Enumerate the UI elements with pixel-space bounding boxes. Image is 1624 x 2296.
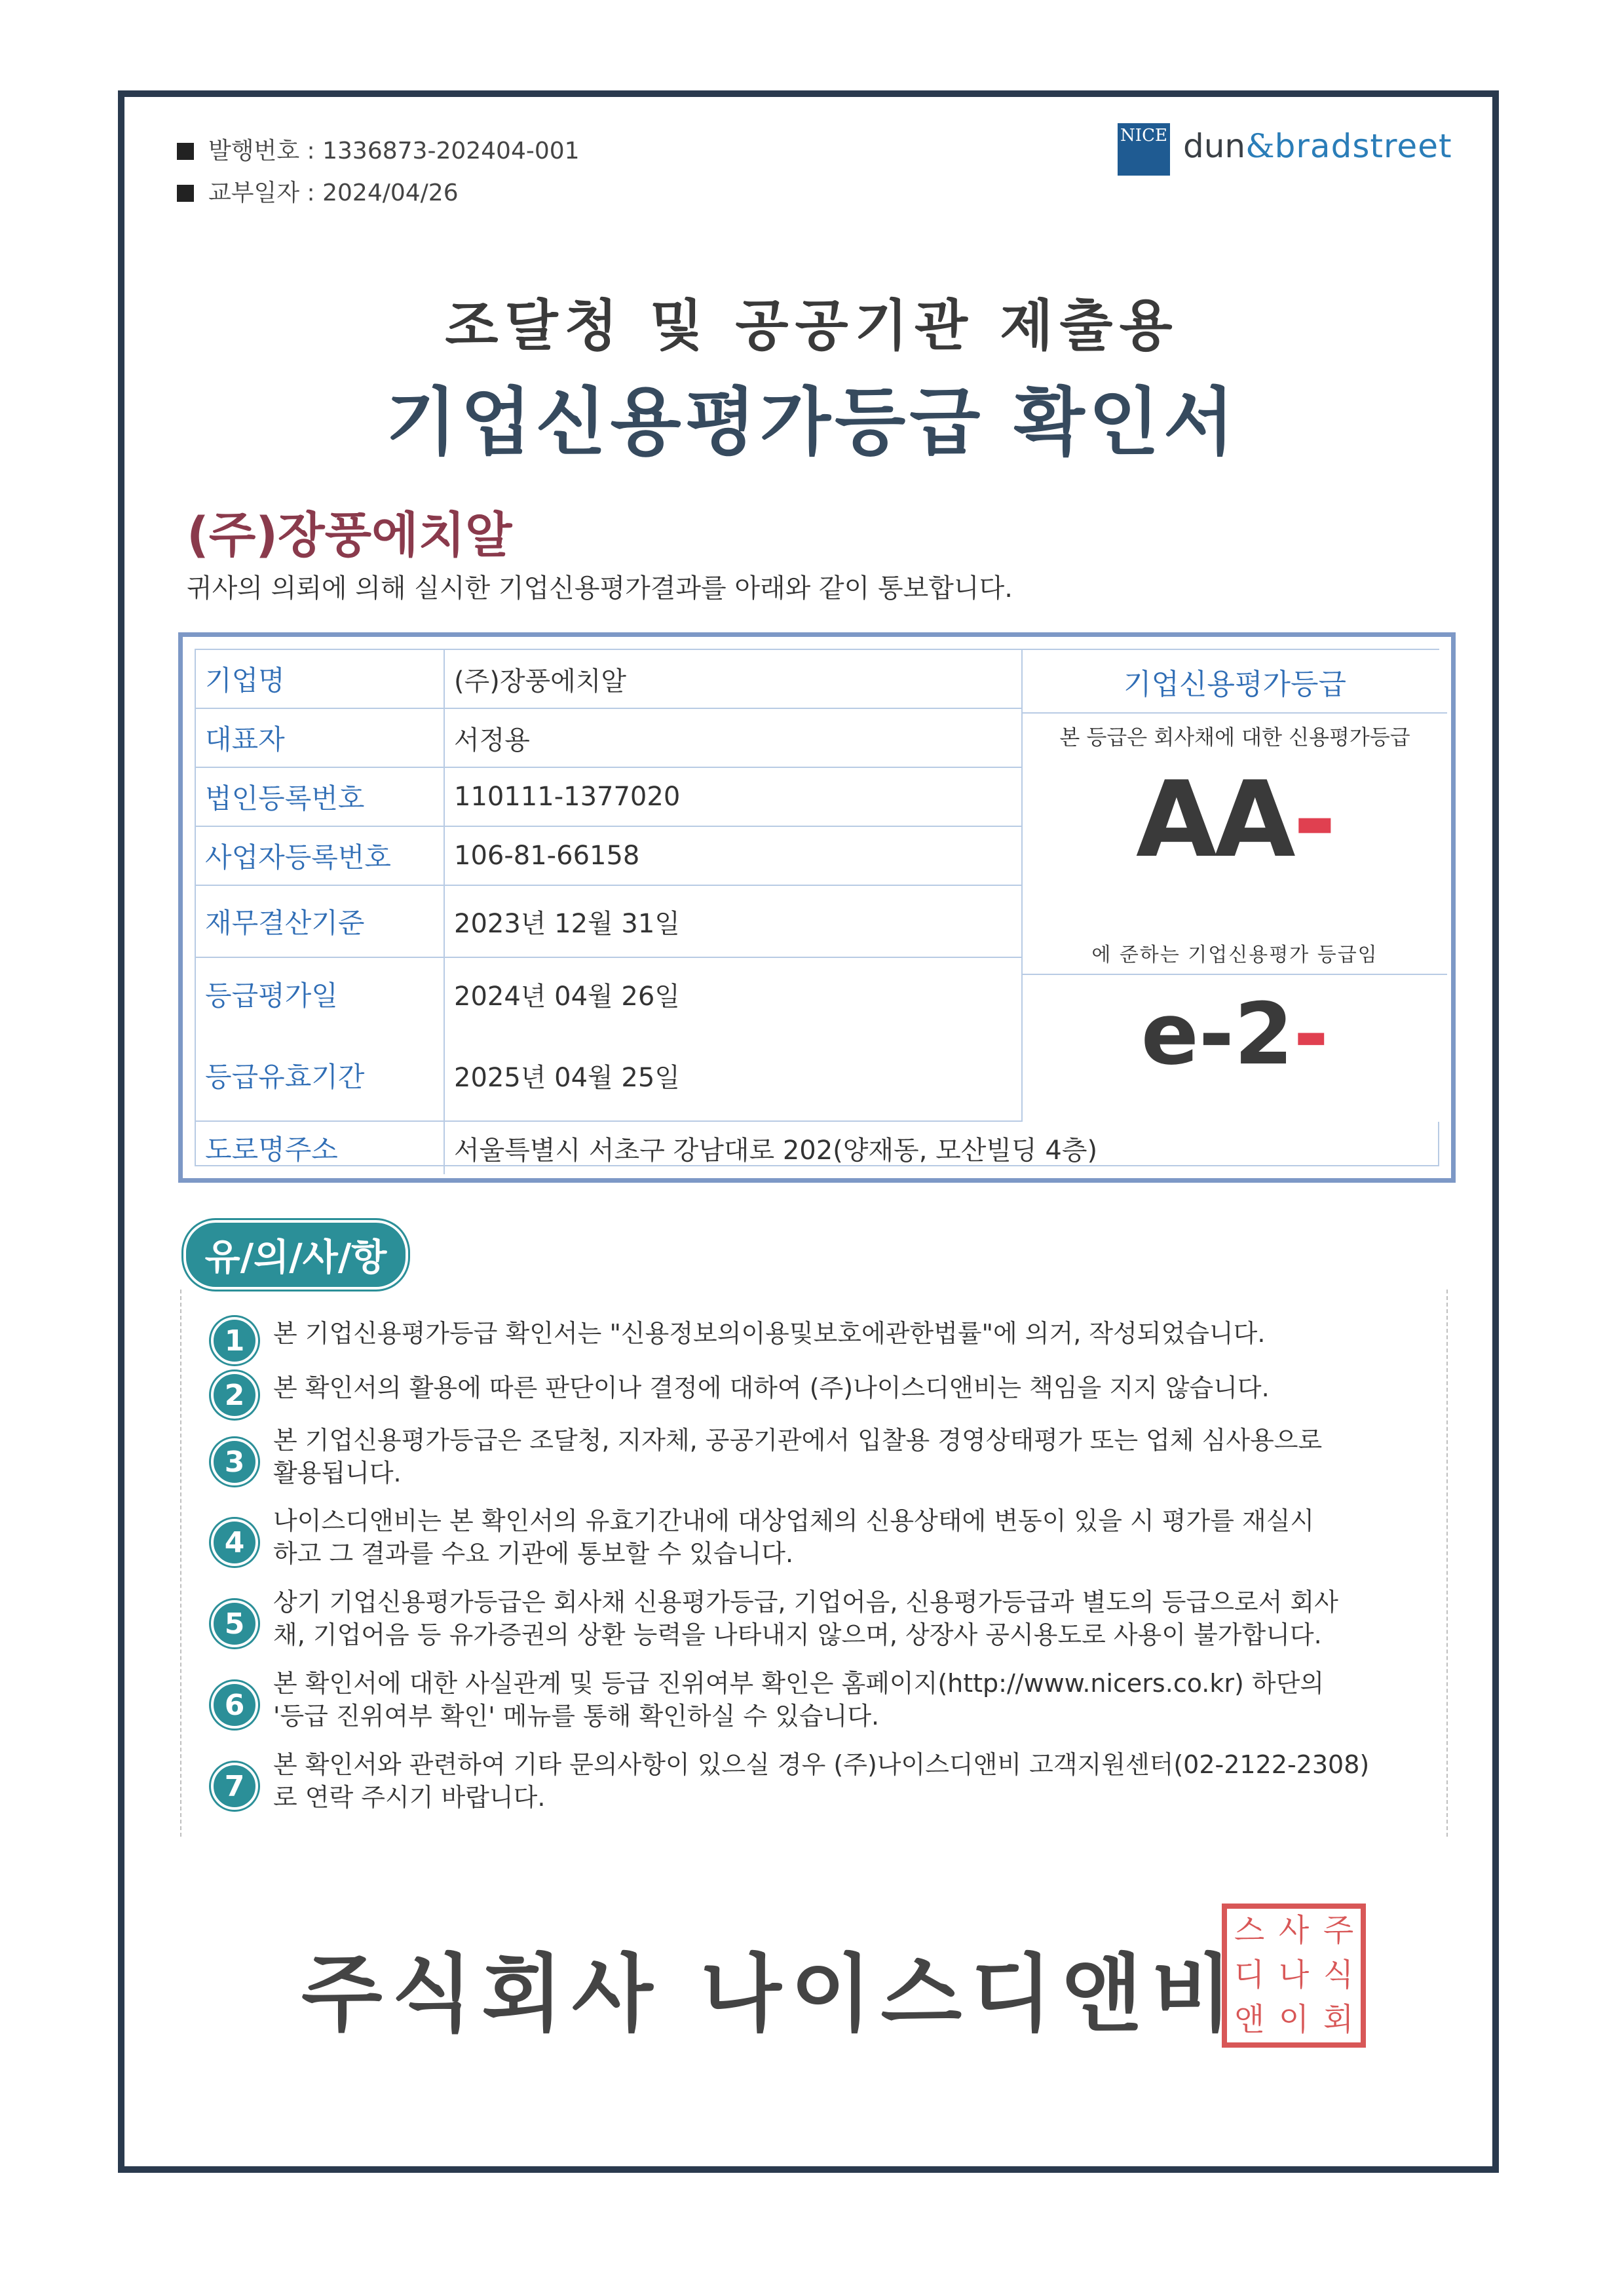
- row-label: 등급유효기간: [196, 1030, 445, 1120]
- table-row: [196, 1030, 1021, 1122]
- seal-glyph: 사: [1278, 1912, 1310, 1949]
- seal-glyph: 나: [1278, 1957, 1310, 1993]
- title-line1: 조달청 및 공공기관 제출용: [445, 294, 1179, 358]
- row-value: 106-81-66158: [454, 841, 640, 871]
- issue-date: 교부일자 : 2024/04/26: [177, 174, 459, 208]
- row-label: 사업자등록번호: [196, 827, 445, 885]
- list-item-text: 본 확인서에 대한 사실관계 및 등급 진위여부 확인은 홈페이지(http://www.nicers.co.kr) 하단의 '등급 진위여부 확인' 메뉴를 통해 확인하실 수 있습니다.: [273, 1669, 1325, 1731]
- grade-e: e-2-: [1141, 984, 1329, 1084]
- grade-divider: [1023, 974, 1447, 975]
- number-badge: 1: [211, 1317, 258, 1364]
- table-row: [196, 886, 1021, 958]
- grade-header: 기업신용평가등급: [1023, 650, 1447, 714]
- seal-glyph: 이: [1278, 2001, 1310, 2038]
- seal-glyph: 앤: [1234, 2001, 1265, 2038]
- seal-glyph: 주: [1323, 1912, 1354, 1949]
- row-value: 110111-1377020: [454, 782, 681, 812]
- seal-glyph: 스: [1234, 1912, 1265, 1949]
- issuer-name: 주식회사 나이스디앤비: [301, 1945, 1242, 2043]
- row-value: 2024년 04월 26일: [454, 981, 680, 1012]
- number-badge: 3: [211, 1438, 258, 1485]
- row-value: 2025년 04월 25일: [454, 1062, 680, 1093]
- row-label: 대표자: [196, 709, 445, 767]
- grade-minus: -: [1293, 758, 1334, 881]
- issue-number: 발행번호 : 1336873-202404-001: [177, 132, 580, 166]
- row-value: 2023년 12월 31일: [454, 908, 680, 939]
- table-row: [196, 827, 1021, 886]
- company-seal-stamp: [1222, 1904, 1366, 2048]
- caution-title: 유/의/사/항: [183, 1220, 408, 1290]
- grade-description: 본 등급은 회사채에 대한 신용평가등급: [1059, 725, 1410, 750]
- dun-bradstreet-logo: dun&bradstreet: [1183, 127, 1452, 165]
- list-item-text: 상기 기업신용평가등급은 회사채 신용평가등급, 기업어음, 신용평가등급과 별도의 등급으로서 회사 채, 기업어음 등 유가증권의 상환 능력을 나타내지 않으며, 상장사 공시용도로 사용이 불가합니다.: [273, 1588, 1338, 1649]
- list-item-text: 나이스디앤비는 본 확인서의 유효기간내에 대상업체의 신용상태에 변동이 있을 시 평가를 재실시 하고 그 결과를 수요 기관에 통보할 수 있습니다.: [273, 1506, 1315, 1568]
- list-item-text: 본 확인서의 활용에 따른 판단이나 결정에 대하여 (주)나이스디앤비는 책임을 지지 않습니다.: [273, 1373, 1270, 1402]
- number-badge: 4: [211, 1519, 258, 1566]
- grade-e-minus: -: [1293, 984, 1329, 1084]
- grade-main: AA-: [1135, 758, 1334, 881]
- row-label: 등급평가일: [196, 958, 445, 1030]
- seal-glyph: 식: [1323, 1957, 1354, 1993]
- row-value: (주)장풍에치알: [454, 666, 627, 697]
- caution-list: [180, 1290, 1448, 1837]
- company-name: (주)장풍에치알: [187, 507, 512, 564]
- list-item-text: 본 기업신용평가등급은 조달청, 지자체, 공공기관에서 입찰용 경영상태평가 또는 업체 심사용으로 활용됩니다.: [273, 1426, 1323, 1487]
- table-row: [196, 709, 1021, 768]
- table-row: [196, 650, 1021, 709]
- table-row: [196, 958, 1021, 1030]
- bullet-square-icon: [177, 143, 194, 160]
- list-item-text: 본 기업신용평가등급 확인서는 "신용정보의이용및보호에관한법률"에 의거, 작성되었습니다.: [273, 1319, 1266, 1348]
- number-badge: 5: [211, 1600, 258, 1647]
- number-badge: 7: [211, 1763, 258, 1810]
- title-line2: 기업신용평가등급 확인서: [385, 380, 1239, 465]
- grade-equivalent-text: 에 준하는 기업신용평가 등급임: [1091, 944, 1378, 966]
- row-label: 도로명주소: [196, 1122, 445, 1174]
- bullet-square-icon: [177, 185, 194, 202]
- nice-dnb-logo: [1118, 123, 1471, 176]
- row-value: 서울특별시 서초구 강남대로 202(양재동, 모산빌딩 4층): [454, 1135, 1098, 1166]
- row-label: 기업명: [196, 650, 445, 708]
- row-label: 법인등록번호: [196, 768, 445, 826]
- info-table-inner: [195, 649, 1439, 1166]
- info-table: [178, 632, 1456, 1183]
- table-row: [196, 1122, 1447, 1174]
- nice-logo-icon: NICE: [1118, 123, 1170, 176]
- list-item-text: 본 확인서와 관련하여 기타 문의사항이 있으실 경우 (주)나이스디앤비 고객지원센터(02-2122-2308) 로 연락 주시기 바랍니다.: [273, 1750, 1370, 1812]
- notice-text: 귀사의 의뢰에 의해 실시한 기업신용평가결과를 아래와 같이 통보합니다.: [187, 573, 1013, 603]
- row-label: 재무결산기준: [196, 886, 445, 957]
- number-badge: 2: [211, 1371, 258, 1419]
- grade-panel: [1021, 650, 1447, 1122]
- seal-glyph: 디: [1234, 1957, 1265, 1993]
- row-value: 서정용: [454, 725, 530, 756]
- number-badge: 6: [211, 1681, 258, 1729]
- seal-glyph: 회: [1323, 2001, 1354, 2038]
- table-row: [196, 768, 1021, 827]
